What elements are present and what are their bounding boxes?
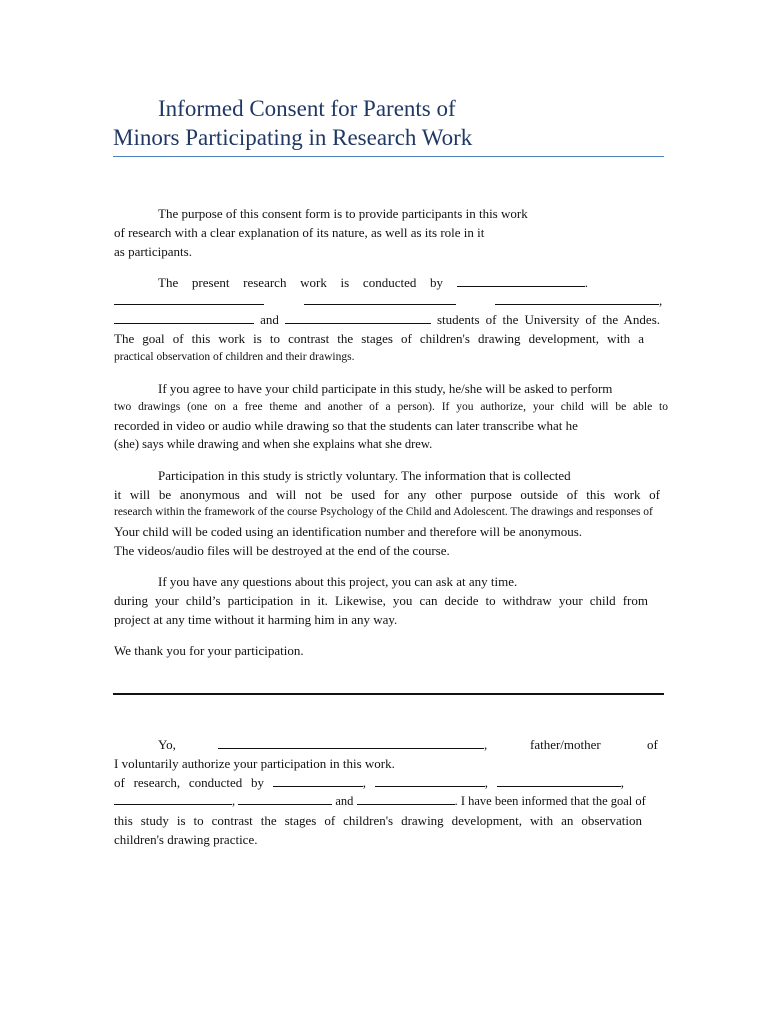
- para5-line1: If you have any questions about this project, you can ask at any time.: [158, 574, 518, 589]
- consent-yo: Yo,: [158, 737, 176, 752]
- section-divider: [113, 693, 664, 695]
- para3-line4: (she) says while drawing and when she explains what she drew.: [114, 437, 433, 451]
- consent-line1: [114, 737, 660, 752]
- consent-researcher-blank-6[interactable]: .: [357, 794, 458, 808]
- para4-line4: Your child will be coded using an identification number and therefore will be anonymous.: [114, 524, 583, 539]
- para2-line1: [158, 275, 588, 290]
- consent-researcher-blank-3[interactable]: ,: [497, 775, 624, 790]
- para1-line3: as participants.: [114, 244, 192, 259]
- consent-comma: ,: [484, 737, 488, 752]
- para3-line1: If you agree to have your child participate in this study, he/she will be asked to perform: [158, 381, 613, 396]
- consent-conducted-by: of research, conducted by: [114, 775, 265, 790]
- parent-name-blank[interactable]: [218, 737, 484, 749]
- para2-and: and: [260, 312, 279, 327]
- researcher-blank-4[interactable]: [495, 293, 659, 305]
- thanks-line: We thank you for your participation.: [114, 643, 304, 658]
- consent-of: of: [647, 737, 658, 752]
- consent-researcher-blank-5[interactable]: [238, 793, 332, 805]
- consent-researcher-blank-2[interactable]: ,: [375, 775, 488, 790]
- researcher-blank-5[interactable]: [114, 312, 254, 324]
- para2-conducted-by: The present research work is conducted by: [158, 275, 444, 290]
- para3-line3: recorded in video or audio while drawing so that the students can later transcribe what he: [114, 418, 578, 433]
- para4-line5: The videos/audio files will be destroyed at the end of the course.: [114, 543, 450, 558]
- consent-researcher-blank-1[interactable]: ,: [273, 775, 366, 790]
- para2-students: students of the University of the Andes.: [436, 312, 660, 327]
- consent-line4: [114, 793, 660, 808]
- researcher-blank-2[interactable]: [114, 293, 264, 305]
- title-line-2: Minors Participating in Research Work: [113, 125, 473, 150]
- para3-line2: two drawings (one on a free theme and another of a person). If you authorize, your child will be able to: [114, 401, 668, 413]
- para4-line1: Participation in this study is strictly voluntary. The information that is collected: [158, 468, 571, 483]
- para2-line5: practical observation of children and their drawings.: [114, 351, 355, 363]
- researcher-blank-6[interactable]: [285, 312, 431, 324]
- consent-informed: I have been informed that the goal of: [460, 794, 646, 808]
- para1-line2: of research with a clear explanation of its nature, as well as its role in it: [114, 225, 485, 240]
- para2-comma: ,: [659, 293, 663, 308]
- para4-line3: research within the framework of the course Psychology of the Child and Adolescent. The drawings and responses of: [114, 506, 653, 518]
- para4-line2: it will be anonymous and will not be used for any other purpose outside of this work of: [114, 487, 660, 502]
- para2-line4: The goal of this work is to contrast the stages of children's drawing development, with a: [114, 331, 644, 346]
- consent-line6: children's drawing practice.: [114, 832, 258, 847]
- consent-line3: [114, 775, 624, 790]
- title-line-1: Informed Consent for Parents of: [158, 96, 456, 121]
- para5-line3: project at any time without it harming him in any way.: [114, 612, 398, 627]
- para2-line2: [114, 293, 666, 308]
- para2-line3: [114, 312, 660, 327]
- para5-line2: during your child’s participation in it. Likewise, you can decide to withdraw your child from: [114, 593, 648, 608]
- consent-line5: this study is to contrast the stages of children's drawing development, with an observation: [114, 813, 642, 828]
- consent-researcher-blank-4[interactable]: ,: [114, 794, 235, 808]
- title-underline: [113, 156, 664, 157]
- researcher-blank-3[interactable]: [304, 293, 456, 305]
- para1-line1: The purpose of this consent form is to provide participants in this work: [158, 206, 528, 221]
- consent-line2: I voluntarily authorize your participation in this work.: [114, 756, 395, 771]
- consent-and: and: [335, 794, 354, 808]
- consent-father-mother: father/mother: [530, 737, 601, 752]
- researcher-blank-1[interactable]: .: [457, 275, 588, 290]
